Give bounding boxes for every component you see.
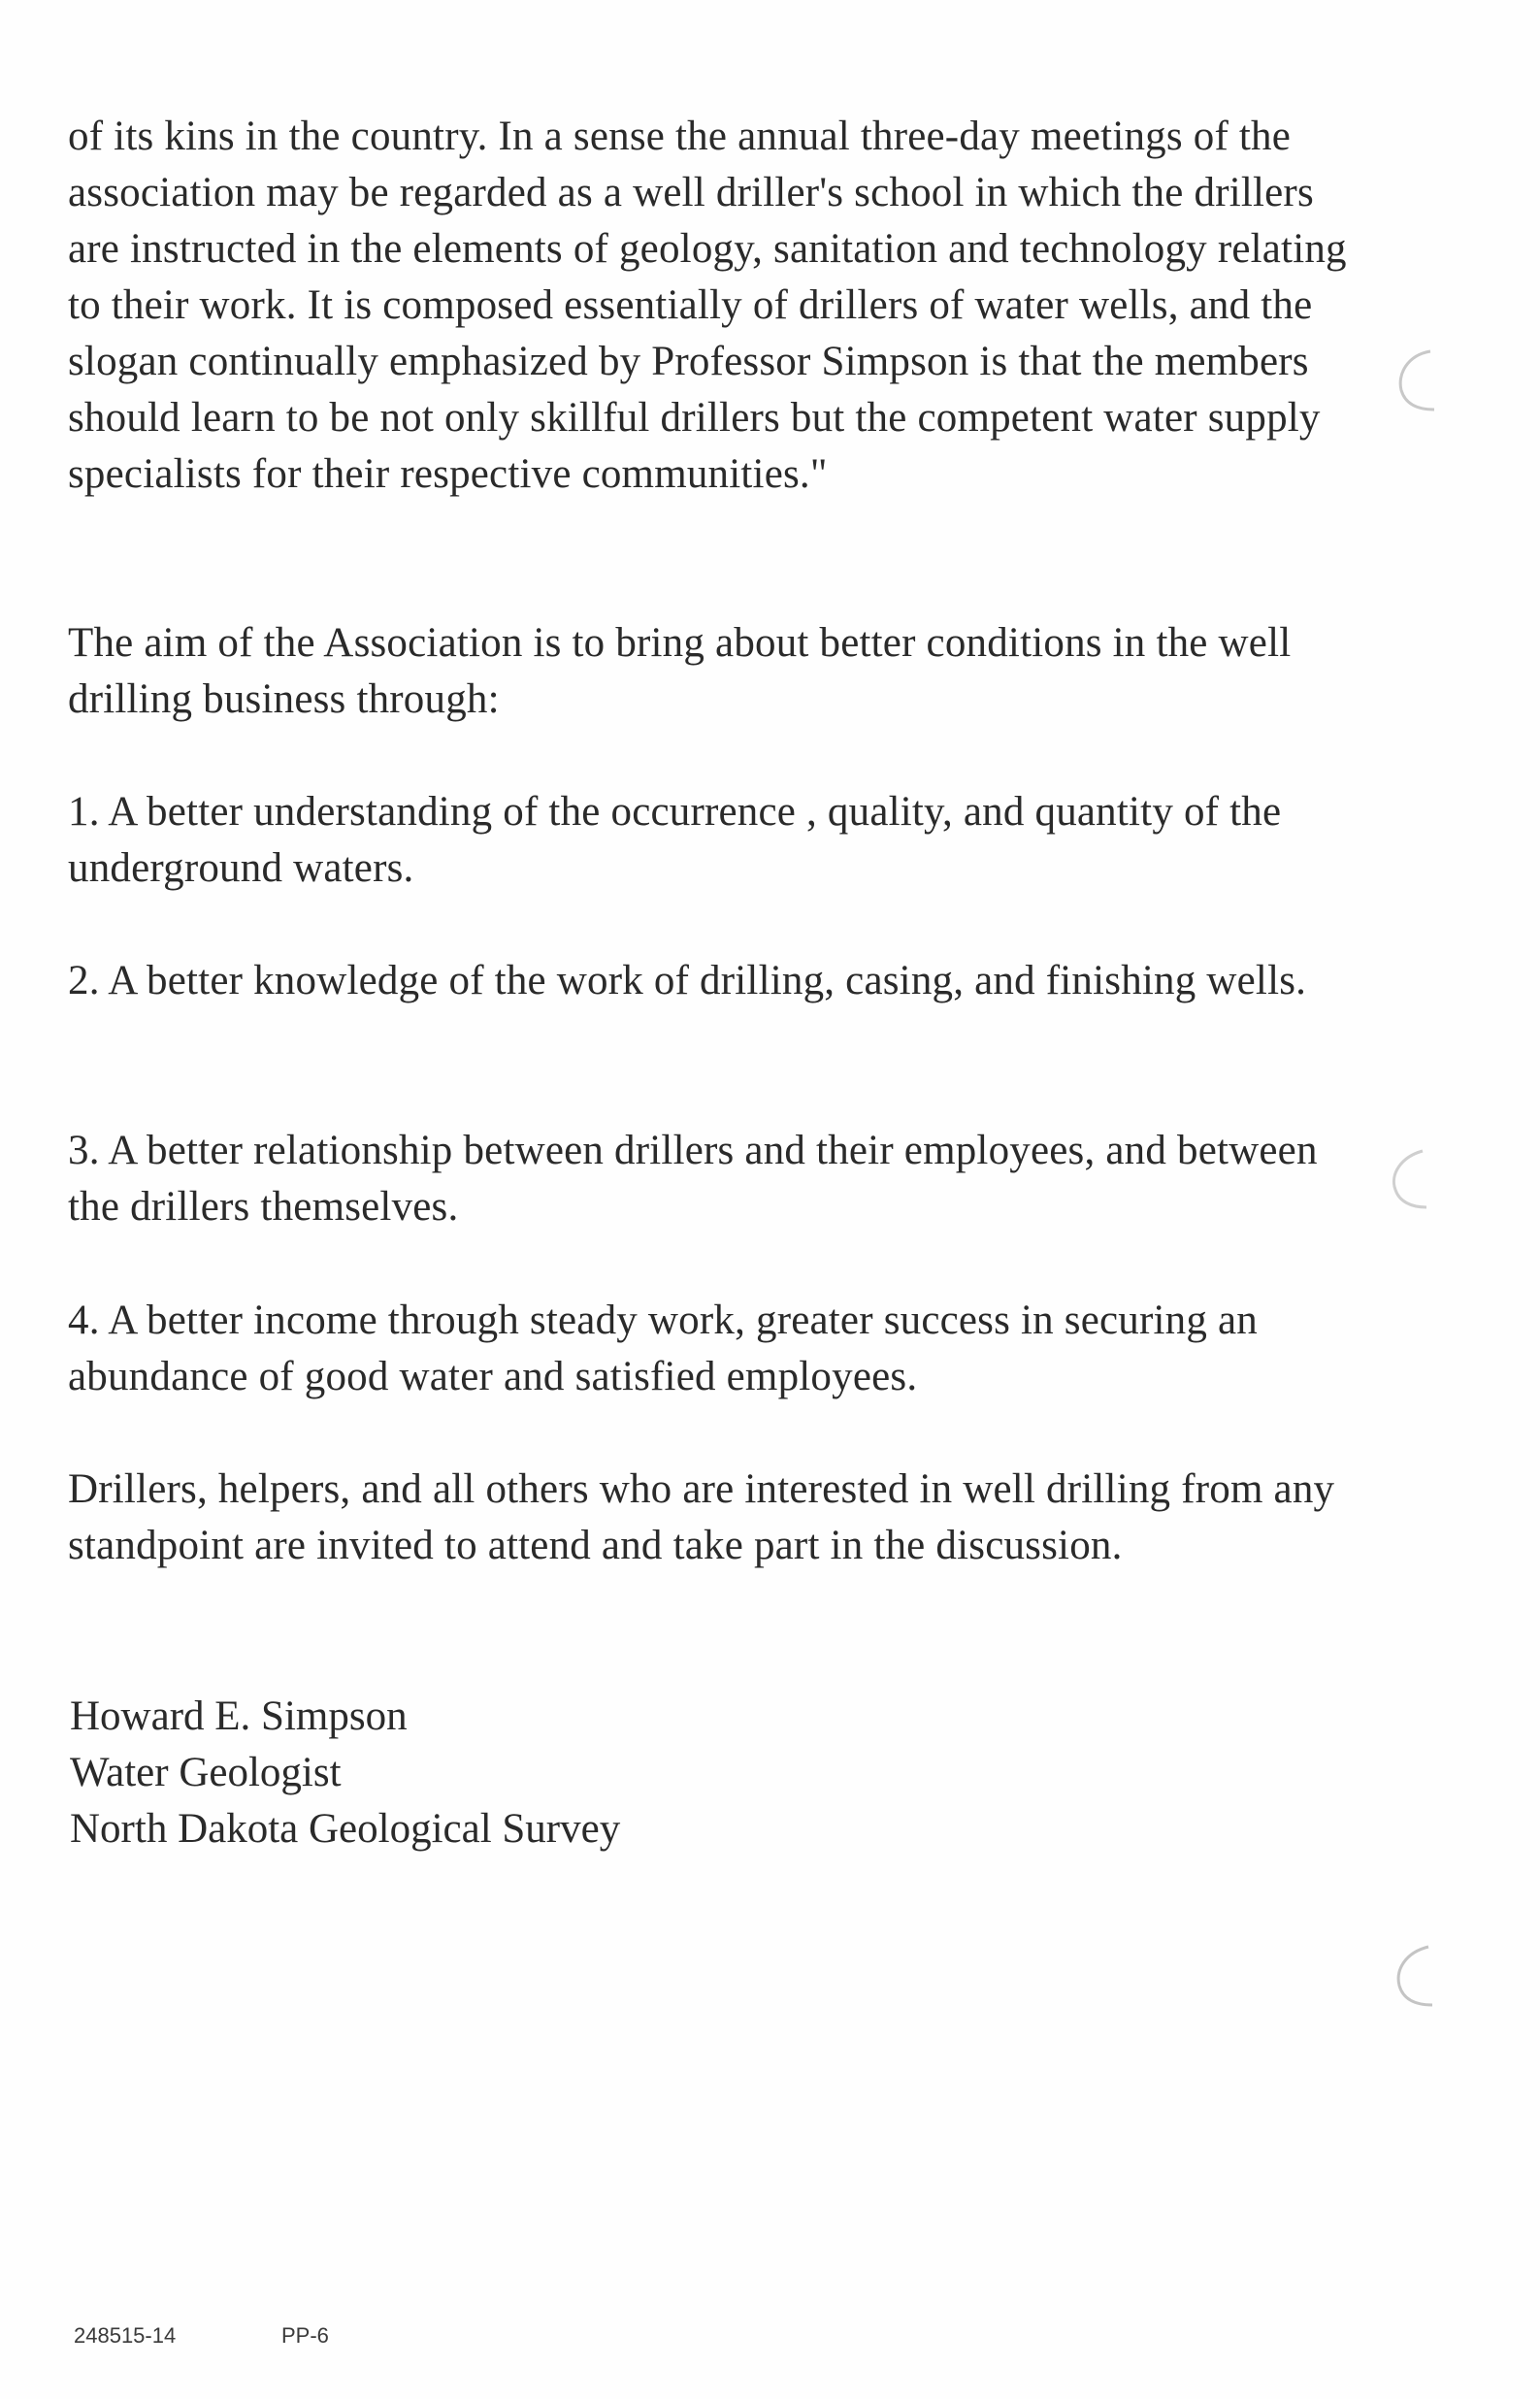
paragraph-intro [68,109,1351,503]
signature-organization: North Dakota Geological Survey [70,1806,621,1852]
punch-hole-mark [1378,1145,1438,1215]
list-item-2 [68,953,1351,1009]
signature-block [70,1689,620,1857]
footer-document-number: 248515-14 [74,2323,177,2348]
punch-hole-mark [1386,1941,1446,2011]
signature-name: Howard E. Simpson [70,1693,408,1739]
list-item-text: 1. A better understanding of the occurrence , quality, and quantity of the underground waters. [68,789,1282,891]
list-item-3 [68,1123,1351,1235]
list-item-text: 4. A better income through steady work, greater success in securing an abundance of good water and satisfied employees. [68,1298,1258,1399]
footer-page-code: PP-6 [281,2323,329,2348]
paragraph-text: The aim of the Association is to bring about better conditions in the well drilling business through: [68,620,1292,722]
signature-title: Water Geologist [70,1750,342,1795]
list-item-text: 3. A better relationship between drillers and their employees, and between the drillers themselves. [68,1128,1318,1230]
list-item-1 [68,784,1351,897]
paragraph-invitation [68,1462,1351,1574]
paragraph-aim [68,615,1351,728]
paragraph-text: of its kins in the country. In a sense the annual three-day meetings of the association may be regarded as a well driller's school in which the drillers are instructed in the elements of geology, sanitation and technology relating to their work. It is composed essentially of drillers of water wells, and the slogan continually emphasized by Professor Simpson is that the members should learn to be not only skillful drillers but the competent water supply specialists for their respective communities." [68,114,1347,497]
list-item-text: 2. A better knowledge of the work of drilling, casing, and finishing wells. [68,958,1307,1003]
paragraph-text: Drillers, helpers, and all others who are interested in well drilling from any standpoint are invited to attend and take part in the discussion. [68,1466,1335,1568]
punch-hole-mark [1388,345,1448,415]
list-item-4 [68,1293,1351,1405]
